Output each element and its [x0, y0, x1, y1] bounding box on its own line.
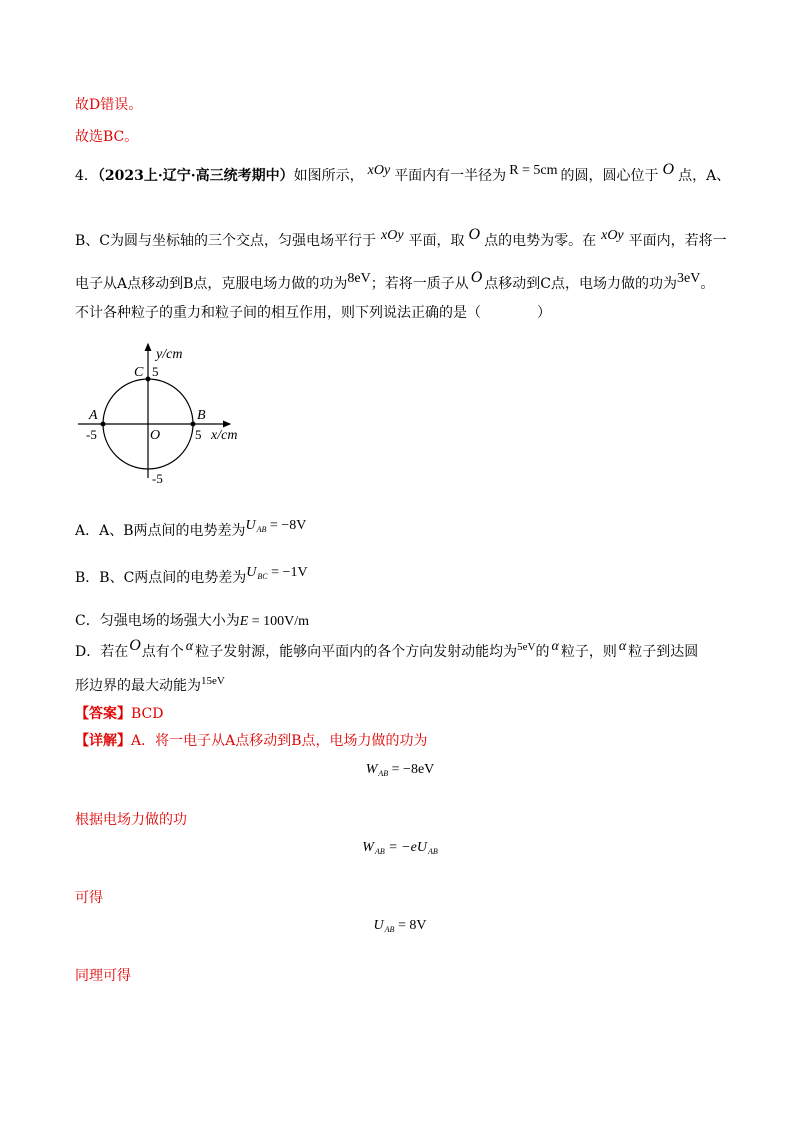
option-d-line-2 [75, 677, 225, 696]
math-center: O [468, 226, 481, 243]
question-text: 平面内有一半径为 [394, 168, 507, 184]
math-center: O [129, 637, 141, 654]
prev-line-2: 故选BC。 [75, 129, 139, 145]
tick-x-left: -5 [86, 427, 97, 442]
answer-value: BCD [131, 706, 164, 722]
question-line-3 [75, 269, 715, 294]
math-value: = −8V [266, 518, 307, 533]
answer-tag: 【答案】 [75, 706, 131, 722]
equation-1 [0, 760, 800, 781]
question-text: ；若将一质子从 [370, 276, 469, 292]
math-symbol: W [365, 762, 378, 777]
math-symbol: U [246, 565, 257, 580]
math-alpha: α [185, 639, 194, 654]
question-text: 电子从A点移动到B点，克服电场力做的功为 [75, 276, 348, 292]
question-line-2 [75, 226, 727, 251]
math-radius: R = 5cm [509, 163, 558, 178]
question-text: 的圆，圆心位于 [560, 168, 659, 184]
detail-line-3: 可得 [75, 890, 103, 906]
question-text: 点，A、 [678, 168, 731, 184]
label-a: A [89, 408, 98, 423]
question-source: （2023上·辽宁·高三统考期中） [97, 168, 294, 184]
tick-x-right: 5 [195, 427, 202, 442]
point-a [101, 422, 106, 427]
math-value: = −8eV [388, 762, 435, 777]
point-c [146, 377, 151, 382]
question-text: B、C为圆与坐标轴的三个交点，匀强电场平行于 [75, 233, 376, 249]
math-subscript: AB [256, 525, 267, 534]
option-text: D．若在 [75, 644, 129, 660]
math-alpha: α [618, 639, 627, 654]
option-d-line-1 [75, 637, 699, 662]
option-text: 粒子到达圆 [628, 644, 699, 660]
math-work: 3eV [677, 271, 701, 286]
option-a [75, 518, 307, 542]
label-b: B [197, 408, 206, 423]
point-b [191, 422, 196, 427]
option-text: C．匀强电场的场强大小为 [75, 613, 240, 629]
math-expression [246, 565, 307, 580]
label-o: O [150, 428, 161, 443]
option-text: B．B、C两点间的电势差为 [75, 570, 247, 586]
math-energy: 5eV [517, 641, 536, 653]
math-alpha: α [551, 639, 559, 654]
option-text: A．A、B两点间的电势差为 [75, 523, 246, 539]
option-text: 形边界的最大动能为 [75, 678, 201, 694]
math-value: = 100V/m [248, 614, 310, 629]
math-symbol: U [245, 518, 256, 533]
option-text: 粒子发射源，能够向平面内的各个方向发射动能均为 [195, 644, 518, 660]
equation-2 [0, 838, 800, 859]
question-text: 平面，取 [408, 233, 465, 249]
option-text: 的 [535, 644, 550, 660]
tick-y-bottom: -5 [152, 471, 163, 486]
math-expression: = −eU [384, 840, 427, 855]
option-text: 点有个 [141, 644, 184, 660]
label-c: C [134, 365, 144, 380]
question-line-1 [75, 161, 731, 186]
question-line-4: 不计各种粒子的重力和粒子间的相互作用，则下列说法正确的是（ ） [75, 305, 551, 321]
x-axis-label: x/cm [211, 428, 238, 443]
math-plane: xOy [601, 228, 624, 243]
question-text: 如图所示， [293, 168, 364, 184]
detail-text: A．将一电子从A点移动到B点，电场力做的功为 [131, 733, 428, 749]
math-expression [240, 614, 309, 629]
question-number: 4． [75, 168, 98, 184]
math-value: = 8V [394, 918, 427, 933]
option-b [75, 565, 308, 589]
math-symbol: W [362, 840, 374, 855]
math-work: 8eV [347, 271, 371, 286]
y-axis-label: y/cm [156, 347, 183, 362]
math-value: = −1V [267, 565, 308, 580]
prev-line-1: 故D错误。 [75, 97, 143, 113]
math-subscript: AB [378, 769, 389, 778]
question-text: 。 [700, 276, 715, 292]
math-center: O [470, 269, 483, 286]
detail-line-4: 同理可得 [75, 968, 131, 984]
detail-tag: 【详解】 [75, 733, 131, 749]
math-plane: xOy [367, 163, 391, 178]
math-expression [246, 518, 307, 533]
math-symbol: U [373, 918, 384, 933]
circle-figure [70, 338, 260, 496]
answer-line [75, 705, 163, 723]
question-text: 点的电势为零。在 [484, 233, 597, 249]
math-subscript: AB [374, 847, 385, 856]
math-symbol: E [239, 614, 249, 629]
math-plane: xOy [381, 228, 404, 243]
question-text: 点移动到C点，电场力做的功为 [484, 276, 678, 292]
question-text: 平面内，若将一 [628, 233, 727, 249]
tick-y-top: 5 [152, 364, 159, 379]
detail-line-1 [75, 732, 428, 750]
math-energy: 15eV [201, 675, 225, 687]
option-c [75, 612, 309, 631]
math-center: O [662, 161, 675, 178]
math-subscript: AB [384, 925, 395, 934]
math-subscript: AB [427, 847, 438, 856]
equation-3 [0, 916, 800, 937]
option-text: 粒子，则 [560, 644, 617, 660]
detail-line-2: 根据电场力做的功 [75, 812, 187, 828]
math-subscript: BC [257, 572, 268, 581]
